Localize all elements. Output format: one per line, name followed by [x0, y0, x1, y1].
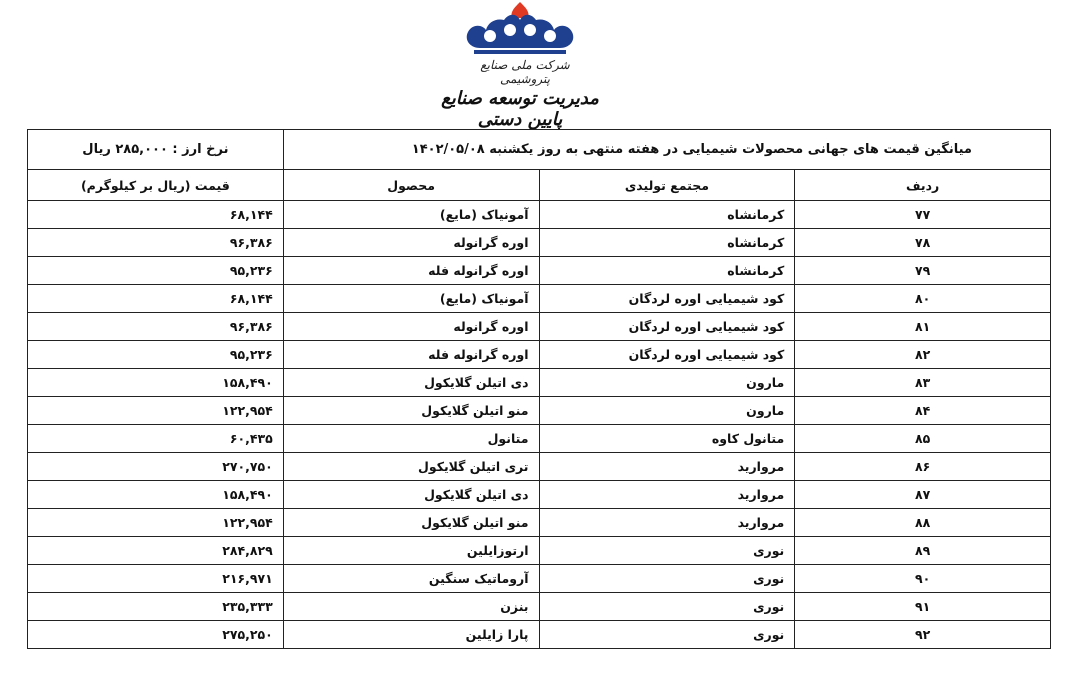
- table-row: [28, 453, 1051, 481]
- cell-product: ارتوزایلین: [283, 537, 539, 565]
- cell-product: اوره گرانوله فله: [283, 257, 539, 285]
- cell-row-number: ۷۷: [795, 201, 1051, 229]
- cell-product: تری اتیلن گلایکول: [283, 453, 539, 481]
- table-row: [28, 369, 1051, 397]
- table-row: [28, 593, 1051, 621]
- cell-row-number: ۸۰: [795, 285, 1051, 313]
- table-row: [28, 229, 1051, 257]
- company-name: شرکت ملی صنایع پتروشیمی: [480, 58, 570, 86]
- cell-product: منو اتیلن گلایکول: [283, 509, 539, 537]
- cell-complex: نوری: [539, 565, 795, 593]
- cell-row-number: ۸۶: [795, 453, 1051, 481]
- table-row: [28, 397, 1051, 425]
- cell-price: ۱۵۸,۴۹۰: [28, 369, 284, 397]
- cell-complex: نوری: [539, 593, 795, 621]
- department-name: مدیریت توسعه صنایع پایین دستی: [441, 88, 599, 130]
- cell-complex: مروارید: [539, 481, 795, 509]
- cell-row-number: ۹۱: [795, 593, 1051, 621]
- cell-complex: نوری: [539, 537, 795, 565]
- cell-row-number: ۷۹: [795, 257, 1051, 285]
- cell-complex: مارون: [539, 397, 795, 425]
- cell-price: ۹۶,۳۸۶: [28, 313, 284, 341]
- cell-product: دی اتیلن گلایکول: [283, 369, 539, 397]
- cell-product: اوره گرانوله: [283, 229, 539, 257]
- table-row: [28, 481, 1051, 509]
- cell-complex: کرمانشاه: [539, 201, 795, 229]
- table-row: [28, 313, 1051, 341]
- header-price: قیمت (ریال بر کیلوگرم): [28, 170, 284, 201]
- cell-complex: مروارید: [539, 453, 795, 481]
- cell-row-number: ۸۲: [795, 341, 1051, 369]
- cell-price: ۹۵,۲۳۶: [28, 257, 284, 285]
- cell-price: ۲۳۵,۳۳۳: [28, 593, 284, 621]
- cell-price: ۲۷۰,۷۵۰: [28, 453, 284, 481]
- cell-row-number: ۹۲: [795, 621, 1051, 649]
- cell-complex: مروارید: [539, 509, 795, 537]
- exchange-rate: نرخ ارز : ۲۸۵,۰۰۰ ریال: [28, 130, 284, 170]
- table-row: [28, 425, 1051, 453]
- table-row: [28, 201, 1051, 229]
- cell-complex: متانول کاوه: [539, 425, 795, 453]
- cell-product: آروماتیک سنگین: [283, 565, 539, 593]
- price-table: [27, 129, 1051, 649]
- cell-row-number: ۸۵: [795, 425, 1051, 453]
- cell-price: ۲۱۶,۹۷۱: [28, 565, 284, 593]
- cell-price: ۶۸,۱۴۴: [28, 285, 284, 313]
- table-row: [28, 285, 1051, 313]
- cell-complex: کود شیمیایی اوره لردگان: [539, 285, 795, 313]
- cell-complex: کرمانشاه: [539, 257, 795, 285]
- cell-product: پارا زایلین: [283, 621, 539, 649]
- cell-row-number: ۸۸: [795, 509, 1051, 537]
- cell-price: ۶۸,۱۴۴: [28, 201, 284, 229]
- table-title: میانگین قیمت های جهانی محصولات شیمیایی در هفته منتهی به روز یکشنبه ۱۴۰۲/۰۵/۰۸: [283, 130, 1050, 170]
- cell-row-number: ۸۷: [795, 481, 1051, 509]
- table-row: [28, 341, 1051, 369]
- header-row-number: ردیف: [795, 170, 1051, 201]
- cell-price: ۹۶,۳۸۶: [28, 229, 284, 257]
- cell-row-number: ۸۴: [795, 397, 1051, 425]
- cell-row-number: ۷۸: [795, 229, 1051, 257]
- header-complex: مجتمع تولیدی: [539, 170, 795, 201]
- cell-complex: کرمانشاه: [539, 229, 795, 257]
- table-row: [28, 257, 1051, 285]
- cell-price: ۲۸۴,۸۲۹: [28, 537, 284, 565]
- cell-product: منو اتیلن گلایکول: [283, 397, 539, 425]
- cell-price: ۱۲۲,۹۵۴: [28, 397, 284, 425]
- cell-price: ۹۵,۲۳۶: [28, 341, 284, 369]
- cell-price: ۱۵۸,۴۹۰: [28, 481, 284, 509]
- cell-complex: کود شیمیایی اوره لردگان: [539, 313, 795, 341]
- table-row: [28, 537, 1051, 565]
- cell-complex: کود شیمیایی اوره لردگان: [539, 341, 795, 369]
- header-product: محصول: [283, 170, 539, 201]
- cell-product: اوره گرانوله: [283, 313, 539, 341]
- cell-price: ۲۷۵,۲۵۰: [28, 621, 284, 649]
- table-header-row: [28, 170, 1051, 201]
- table-row: [28, 565, 1051, 593]
- cell-price: ۱۲۲,۹۵۴: [28, 509, 284, 537]
- cell-product: بنزن: [283, 593, 539, 621]
- cell-row-number: ۸۳: [795, 369, 1051, 397]
- cell-product: دی اتیلن گلایکول: [283, 481, 539, 509]
- petrochemical-emblem-icon: [430, 0, 610, 60]
- cell-product: اوره گرانوله فله: [283, 341, 539, 369]
- cell-complex: مارون: [539, 369, 795, 397]
- cell-product: متانول: [283, 425, 539, 453]
- table-title-row: [28, 130, 1051, 170]
- table-row: [28, 621, 1051, 649]
- cell-product: آمونیاک (مایع): [283, 285, 539, 313]
- cell-complex: نوری: [539, 621, 795, 649]
- cell-price: ۶۰,۴۳۵: [28, 425, 284, 453]
- table-row: [28, 509, 1051, 537]
- cell-row-number: ۸۹: [795, 537, 1051, 565]
- cell-row-number: ۹۰: [795, 565, 1051, 593]
- cell-product: آمونیاک (مایع): [283, 201, 539, 229]
- cell-row-number: ۸۱: [795, 313, 1051, 341]
